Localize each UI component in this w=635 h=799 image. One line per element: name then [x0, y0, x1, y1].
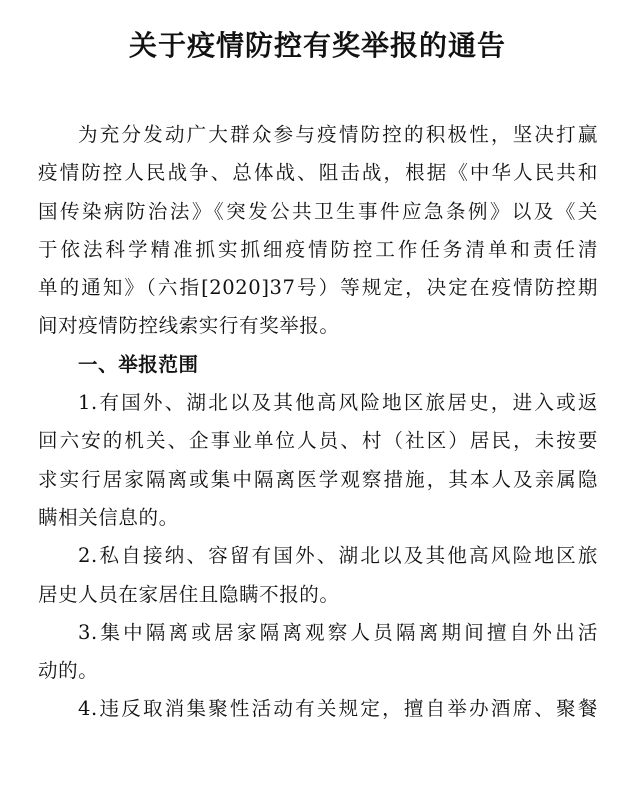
- item-line: 求实行居家隔离或集中隔离医学观察措施，其本人及亲属隐: [38, 467, 598, 491]
- list-item: [38, 384, 598, 537]
- item-line: 回六安的机关、企事业单位人员、村（社区）居民，未按要: [38, 429, 598, 453]
- item-line: 2.私自接纳、容留有国外、湖北以及其他高风险地区旅: [78, 544, 598, 568]
- item-line: 居史人员在家居住且隐瞒不报的。: [38, 582, 340, 606]
- list-item: [38, 614, 598, 691]
- item-line: 1.有国外、湖北以及其他高风险地区旅居史，进入或返: [78, 391, 598, 415]
- intro-line: 为充分发动广大群众参与疫情防控的积极性，坚决打赢: [78, 123, 598, 146]
- intro-line: 疫情防控人民战争、总体战、阻击战，根据《中华人民共和: [38, 161, 598, 185]
- list-item: [38, 537, 598, 614]
- document-body: [38, 116, 598, 729]
- intro-line: 间对疫情防控线索实行有奖举报。: [38, 314, 340, 338]
- document-title: 关于疫情防控有奖举报的通告: [128, 29, 506, 62]
- item-line: 4.违反取消集聚性活动有关规定，擅自举办酒席、聚餐: [78, 697, 598, 721]
- section-heading: 一、举报范围: [78, 352, 199, 376]
- item-line: 动的。: [38, 659, 99, 683]
- item-line: 3.集中隔离或居家隔离观察人员隔离期间擅自外出活: [78, 620, 598, 644]
- intro-line: 国传染病防治法》《突发公共卫生事件应急条例》以及《关: [38, 199, 598, 223]
- intro-paragraph: [38, 116, 598, 346]
- list-item: [38, 690, 598, 728]
- item-line: 瞒相关信息的。: [38, 505, 179, 529]
- intro-line: 于依法科学精准抓实抓细疫情防控工作任务清单和责任清: [38, 237, 598, 261]
- intro-line: 单的通知》（六指[2020]37号）等规定，决定在疫情防控期: [38, 276, 598, 300]
